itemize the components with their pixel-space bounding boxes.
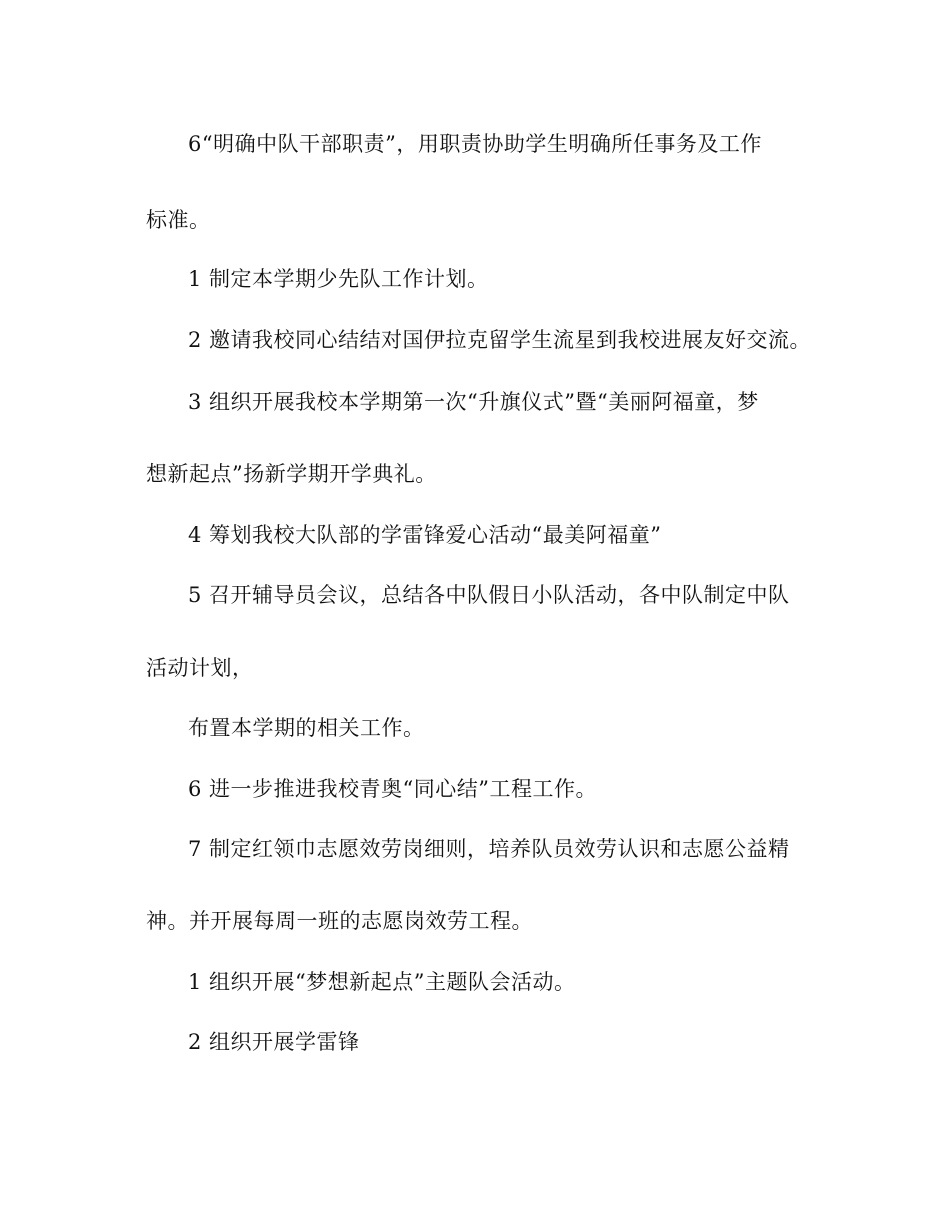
text-line-12: 7 制定红领巾志愿效劳岗细则，培养队员效劳认识和志愿公益精 (188, 837, 790, 861)
text-line-1: 6“明确中队干部职责”，用职责协助学生明确所任事务及工作 (188, 132, 762, 156)
text-line-13: 神。并开展每周一班的志愿岗效劳工程。 (146, 909, 533, 933)
text-line-4: 2 邀请我校同心结结对国伊拉克留学生流星到我校进展友好交流。 (188, 328, 812, 352)
text-line-7: 4 筹划我校大队部的学雷锋爱心活动“最美阿福童” (188, 523, 662, 547)
text-line-11: 6 进一步推进我校青奥“同心结”工程工作。 (188, 777, 598, 801)
text-line-9: 活动计划， (146, 656, 254, 680)
text-line-8: 5 召开辅导员会议，总结各中队假日小队活动，各中队制定中队 (188, 583, 790, 607)
text-line-15: 2 组织开展学雷锋 (188, 1030, 360, 1054)
text-line-14: 1 组织开展“梦想新起点”主题队会活动。 (188, 970, 576, 994)
text-line-2: 标准。 (146, 208, 211, 232)
text-line-5: 3 组织开展我校本学期第一次“升旗仪式”暨“美丽阿福童，梦 (188, 390, 759, 414)
text-line-10: 布置本学期的相关工作。 (188, 716, 425, 740)
text-line-6: 想新起点”扬新学期开学典礼。 (146, 462, 437, 486)
text-line-3: 1 制定本学期少先队工作计划。 (188, 267, 489, 291)
